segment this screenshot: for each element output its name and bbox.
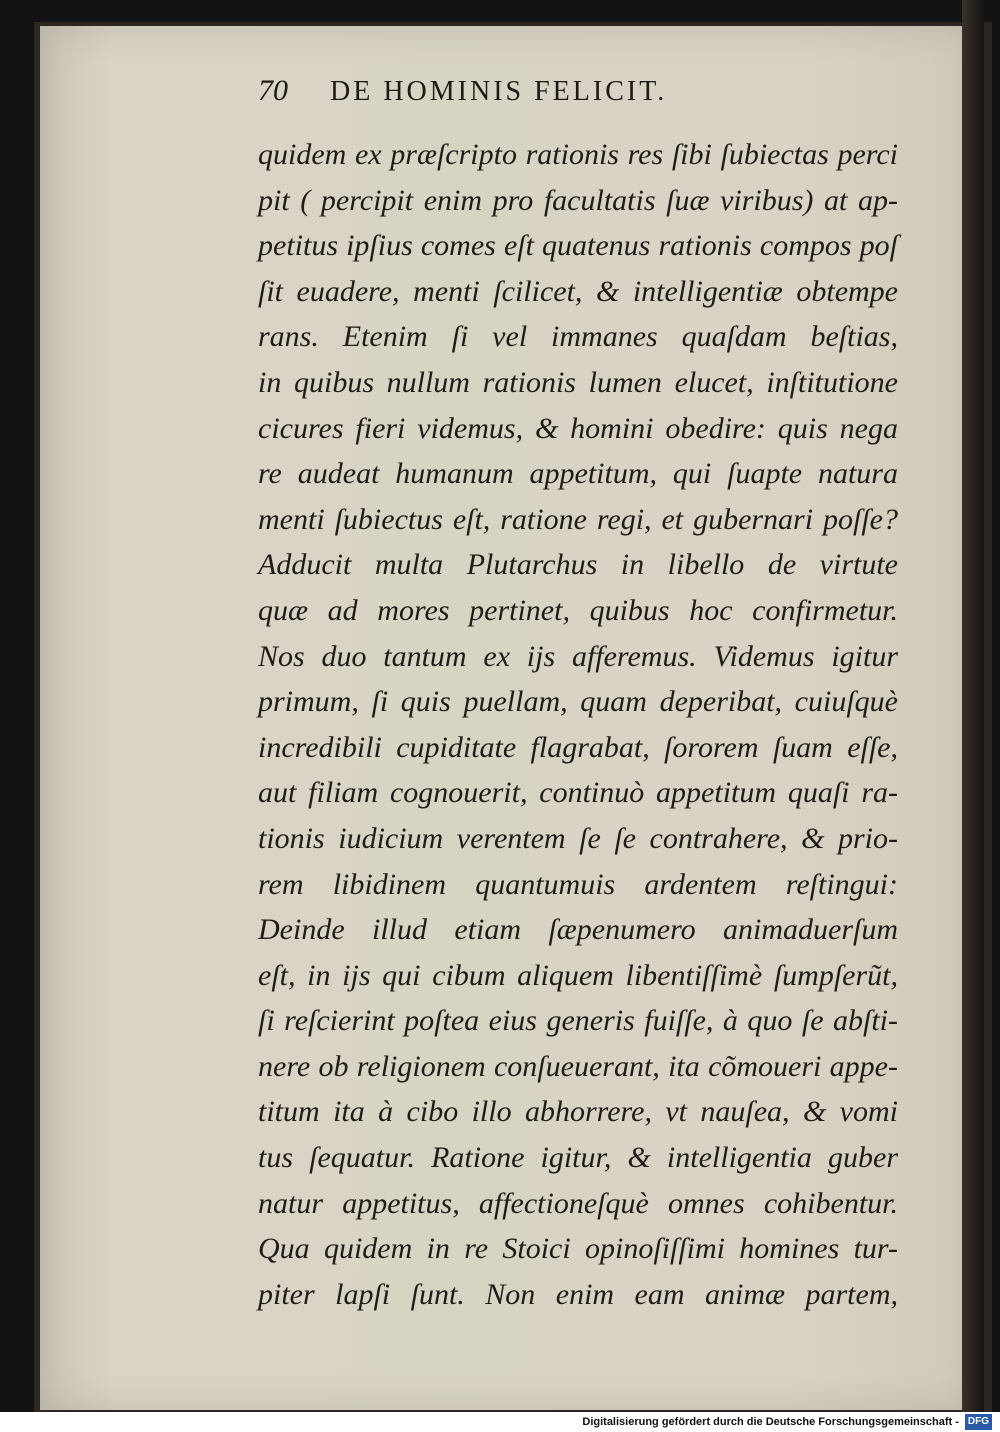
text-line: tus ſequatur. Ratione igitur, & intelligentia guber: [258, 1141, 898, 1175]
text-line: incredibili cupiditate flagrabat, ſororem ſuam eſſe,: [258, 730, 898, 764]
text-line: rem libidinem quantumuis ardentem reſtingui:: [258, 867, 898, 901]
funding-notice: Digitalisierung gefördert durch die Deutsche Forschungsgemeinschaft -: [582, 1416, 959, 1428]
text-line: pit ( percipit enim pro facultatis ſuæ viribus) at ap-: [258, 183, 898, 217]
footer-bar: [0, 1412, 1000, 1432]
text-line: in quibus nullum rationis lumen elucet, inſtitutione: [258, 365, 898, 399]
body-text: [258, 132, 898, 1317]
dfg-logo-icon: DFG: [965, 1414, 992, 1430]
text-line: piter lapſi ſunt. Non enim eam animæ partem,: [258, 1277, 898, 1311]
text-line: cicures fieri videmus, & homini obedire: quis nega: [258, 411, 898, 445]
text-line: re audeat humanum appetitum, qui ſuapte natura: [258, 457, 898, 491]
text-line: quidem ex præſcripto rationis res ſibi ſubiectas perci: [258, 138, 898, 171]
page-header: [258, 74, 818, 124]
text-line: natur appetitus, affectioneſquè omnes cohibentur.: [258, 1186, 898, 1220]
book-spine: [962, 0, 984, 1412]
text-line: primum, ſi quis puellam, quam deperibat, cuiuſquè: [258, 685, 898, 719]
text-line: tionis iudicium verentem ſe ſe contrahere, & prio-: [258, 821, 898, 855]
text-line: quæ ad mores pertinet, quibus hoc confirmetur.: [258, 593, 898, 627]
text-line: titum ita à cibo illo abhorrere, vt nauſea, & vomi: [258, 1095, 898, 1129]
text-line: petitus ipſius comes eſt quatenus rationis compos poſ: [258, 229, 898, 263]
text-line: Qua quidem in re Stoici opinoſiſſimi homines tur-: [258, 1232, 898, 1266]
text-line: nere ob religionem conſueuerant, ita cõmoueri appe-: [258, 1049, 898, 1083]
text-line: menti ſubiectus eſt, ratione regi, et gubernari poſſe?: [258, 502, 898, 536]
text-line: Nos duo tantum ex ijs afferemus. Videmus igitur: [258, 639, 898, 673]
text-line: aut filiam cognouerit, continuò appetitum quaſi ra-: [258, 776, 898, 810]
text-line: eſt, in ijs qui cibum aliquem libentiſſimè ſumpſerũt,: [258, 958, 898, 992]
text-line: Adducit multa Plutarchus in libello de virtute: [258, 548, 898, 582]
text-line: ſit euadere, menti ſcilicet, & intelligentiæ obtempe: [258, 274, 898, 308]
running-head: DE HOMINIS FELICIT.: [330, 76, 668, 107]
text-line: rans. Etenim ſi vel immanes quaſdam beſtias,: [258, 320, 898, 354]
text-line: Deinde illud etiam ſæpenumero animaduerſum: [258, 913, 898, 947]
page-number: 70: [258, 74, 288, 107]
text-line: ſi reſcierint poſtea eius generis fuiſſe, à quo ſe abſti-: [258, 1004, 898, 1038]
